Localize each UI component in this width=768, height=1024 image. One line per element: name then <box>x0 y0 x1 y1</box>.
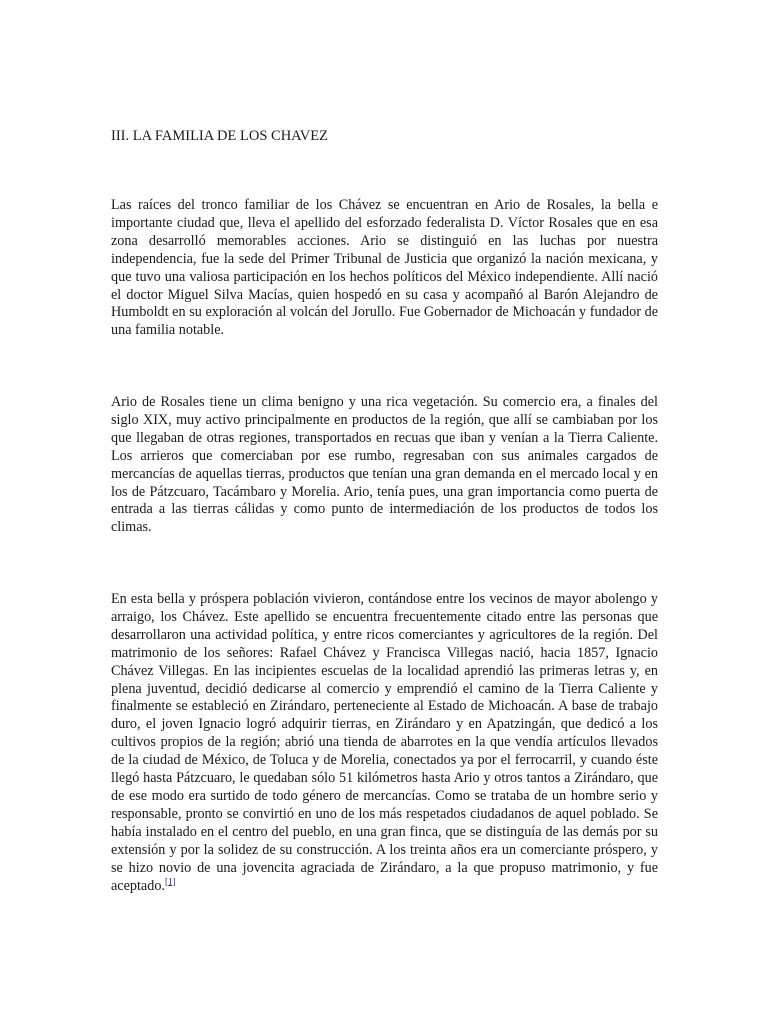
paragraph-3 <box>111 591 658 895</box>
paragraph-2: Ario de Rosales tiene un clima benigno y una rica vegetación. Su comercio era, a finales del siglo XIX, muy activo principalmente en productos de la región, que allí se cambiaban por los que llegaban de otras regiones, transportados en recuas que iban y venían a la Tierra Caliente. Los arrieros que comerciaban por ese rumbo, regresaban con sus animales cargados de mercancías de aquellas tierras, productos que tenían una gran demanda en el mercado local y en los de Pátzcuaro, Tacámbaro y Morelia. Ario, tenía pues, una gran importancia como puerta de entrada a las tierras cálidas y como punto de intermediación de los productos de todos los climas. <box>111 394 658 536</box>
paragraph-3-text: En esta bella y próspera población vivieron, contándose entre los vecinos de mayor abolengo y arraigo, los Chávez. Este apellido se encuentra frecuentemente citado entre las personas que desarrollaron una actividad política, y entre ricos comerciantes y agricultores de la región. Del matrimonio de los señores: Rafael Chávez y Francisca Villegas nació, hacia 1857, Ignacio Chávez Villegas. En las incipientes escuelas de la localidad aprendió las primeras letras y, en plena juventud, decidió dedicarse al comercio y emprendió el camino de la Tierra Caliente y finalmente se estableció en Zirándaro, perteneciente al Estado de Michoacán. A base de trabajo duro, el joven Ignacio logró adquirir tierras, en Zirándaro y en Apatzingán, que dedicó a los cultivos propios de la región; abrió una tienda de abarrotes en la que vendía artículos llevados de la ciudad de México, de Toluca y de Morelia, conectados ya por el ferrocarril, y cuando éste llegó hasta Pátzcuaro, le quedaban sólo 51 kilómetros hasta Ario y otros tantos a Zirándaro, que de ese modo era surtido de todo género de mercancías. Como se trataba de un hombre serio y responsable, pronto se convirtió en uno de los más respetados ciudadanos de aquel poblado. Se había instalado en el centro del pueblo, en una gran finca, que se distinguía de las demás por su extensión y por la solidez de su construcción. A los treinta años era un comerciante próspero, y se hizo novio de una jovencita agraciada de Zirándaro, a la que propuso matrimonio, y fue aceptado. <box>111 591 658 894</box>
chapter-heading: III. LA FAMILIA DE LOS CHAVEZ <box>111 128 328 144</box>
paragraph-1: Las raíces del tronco familiar de los Chávez se encuentran en Ario de Rosales, la bella e importante ciudad que, lleva el apellido del esforzado federalista D. Víctor Rosales que en esa zona desarrolló memorables acciones. Ario se distinguió en las luchas por nuestra independencia, fue la sede del Primer Tribunal de Justicia que organizó la nación mexicana, y que tuvo una valiosa participación en los hechos políticos del México independiente. Allí nació el doctor Miguel Silva Macías, quien hospedó en su casa y acompañó al Barón Alejandro de Humboldt en su exploración al volcán del Jorullo. Fue Gobernador de Michoacán y fundador de una familia notable. <box>111 197 658 339</box>
footnote-link[interactable]: [1] <box>164 875 176 886</box>
